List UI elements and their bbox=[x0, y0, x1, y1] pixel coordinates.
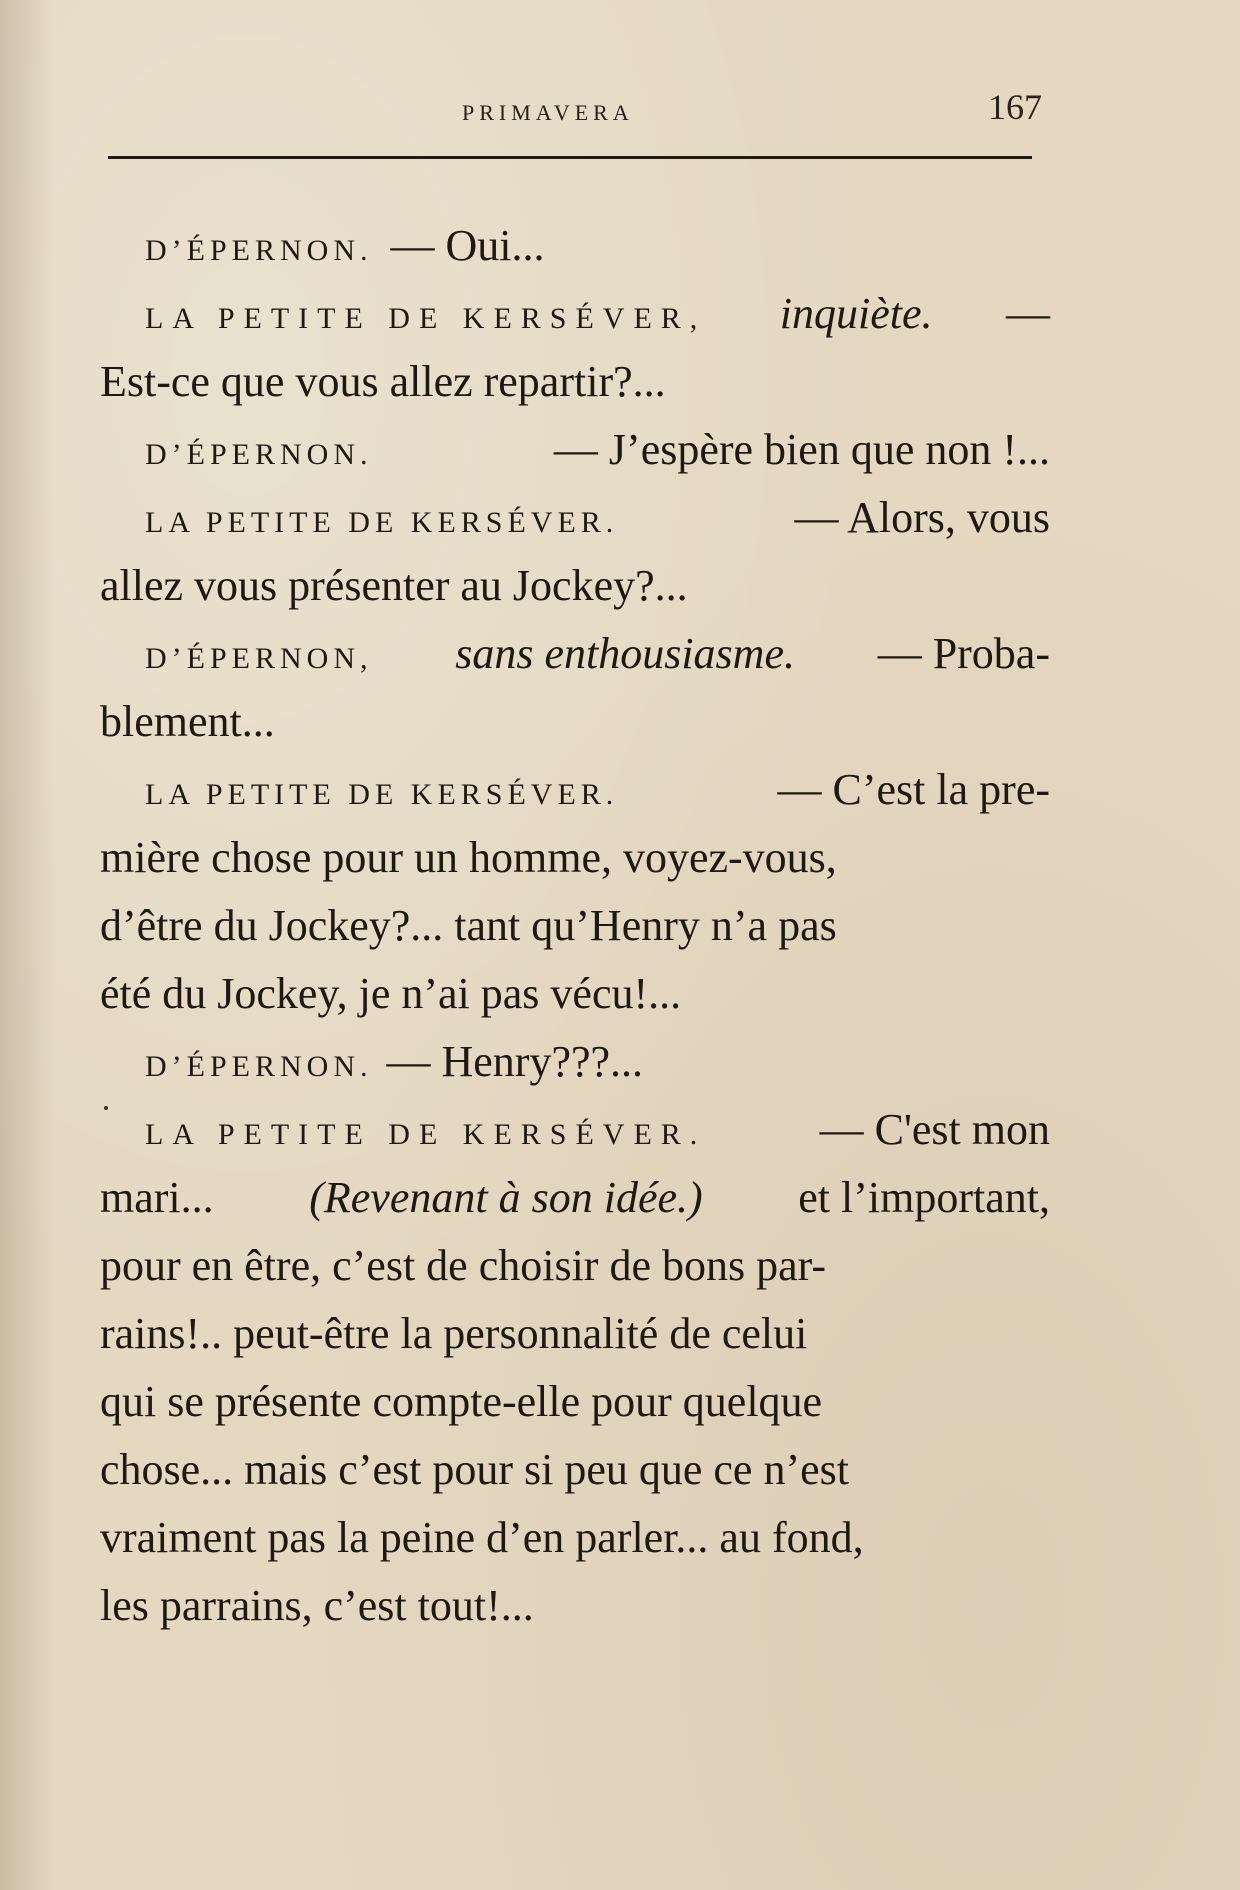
speech: — Henry???... bbox=[386, 1037, 644, 1086]
speech: — C’est la pre- bbox=[777, 765, 1050, 814]
speech: mière chose pour un homme, voyez-vous, bbox=[100, 833, 837, 882]
speech: — Alors, vous bbox=[794, 493, 1050, 542]
gutter-shadow bbox=[0, 0, 55, 1890]
text-line bbox=[100, 348, 1050, 416]
speaker-name: LA PETITE DE KERSÉVER. bbox=[145, 1118, 707, 1151]
text-line bbox=[100, 1096, 1050, 1164]
text-line bbox=[100, 1572, 1050, 1640]
speaker-name: LA PETITE DE KERSÉVER, bbox=[145, 302, 707, 335]
text-line bbox=[100, 756, 1050, 824]
speech: — Proba- bbox=[877, 629, 1050, 678]
speech: mari... bbox=[100, 1173, 214, 1222]
text-line bbox=[100, 1232, 1050, 1300]
speech: — J’espère bien que non !... bbox=[553, 425, 1050, 474]
header-rule bbox=[108, 156, 1032, 159]
speech: et l’important, bbox=[798, 1173, 1050, 1222]
speech: été du Jockey, je n’ai pas vécu!... bbox=[100, 969, 682, 1018]
stage-direction: (Revenant à son idée.) bbox=[309, 1173, 703, 1222]
text-line bbox=[100, 1028, 1050, 1096]
speaker-name: D’ÉPERNON. bbox=[145, 234, 373, 267]
text-line bbox=[100, 416, 1050, 484]
speaker-name: LA PETITE DE KERSÉVER. bbox=[145, 506, 619, 539]
stage-direction: inquiète. bbox=[779, 289, 933, 338]
speech: d’être du Jockey?... tant qu’Henry n’a pas bbox=[100, 901, 837, 950]
speech: qui se présente compte-elle pour quelque bbox=[100, 1377, 823, 1426]
text-line bbox=[100, 1164, 1050, 1232]
speech: vraiment pas la peine d’en parler... au fond, bbox=[100, 1513, 864, 1562]
speech: rains!.. peut-être la personnalité de celui bbox=[100, 1309, 808, 1358]
text-line bbox=[100, 1368, 1050, 1436]
stage-direction: sans enthousiasme. bbox=[455, 629, 795, 678]
text-line bbox=[100, 1436, 1050, 1504]
running-title: PRIMAVERA bbox=[462, 100, 634, 125]
text-line bbox=[100, 212, 1050, 280]
dialogue-text bbox=[100, 212, 1050, 1640]
speaker-name: D’ÉPERNON, bbox=[145, 642, 373, 675]
text-line bbox=[100, 824, 1050, 892]
speech: — bbox=[1005, 289, 1050, 338]
speaker-name: LA PETITE DE KERSÉVER. bbox=[145, 778, 619, 811]
page-number: 167 bbox=[988, 87, 1042, 127]
speaker-name: D’ÉPERNON. bbox=[145, 1050, 373, 1083]
text-line bbox=[100, 892, 1050, 960]
speech: — Oui... bbox=[390, 221, 545, 270]
speech: — C'est mon bbox=[819, 1105, 1050, 1154]
speech: les parrains, c’est tout!... bbox=[100, 1581, 534, 1630]
speech: chose... mais c’est pour si peu que ce n’est bbox=[100, 1445, 849, 1494]
text-line bbox=[100, 960, 1050, 1028]
text-line bbox=[100, 1504, 1050, 1572]
text-line bbox=[100, 620, 1050, 688]
running-header bbox=[0, 87, 1240, 138]
text-line bbox=[100, 1300, 1050, 1368]
text-line bbox=[100, 552, 1050, 620]
speaker-name: D’ÉPERNON. bbox=[145, 438, 373, 471]
speech: allez vous présenter au Jockey?... bbox=[100, 561, 688, 610]
text-line bbox=[100, 688, 1050, 756]
speech: Est-ce que vous allez repartir?... bbox=[100, 357, 666, 406]
speech: pour en être, c’est de choisir de bons par- bbox=[100, 1241, 827, 1290]
speech: blement... bbox=[100, 697, 275, 746]
text-line bbox=[100, 280, 1050, 348]
text-line bbox=[100, 484, 1050, 552]
